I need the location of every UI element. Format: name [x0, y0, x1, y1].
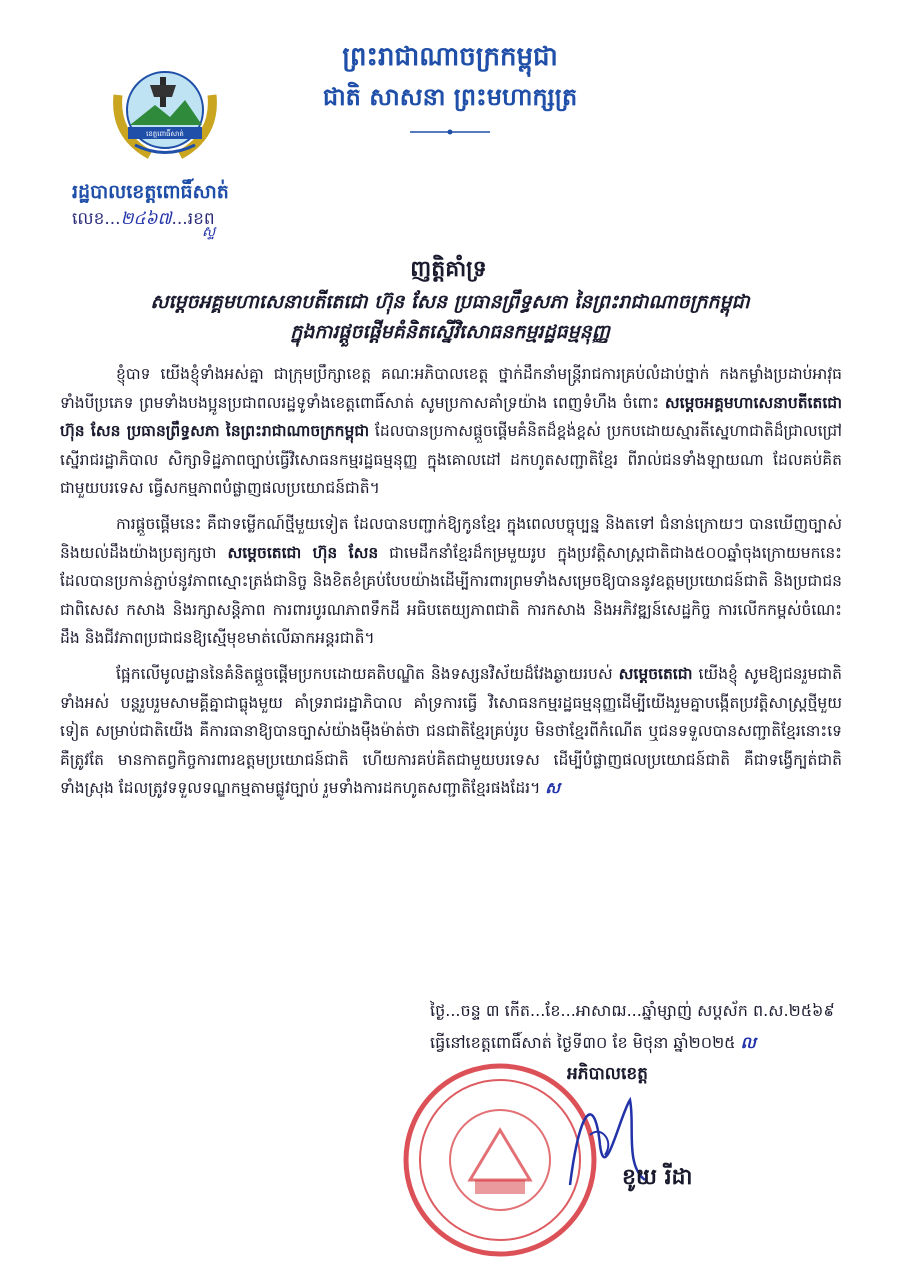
paragraph-1 [60, 360, 842, 503]
ref-suffix: ...រខព [171, 209, 215, 229]
p3-text-b: យើងខ្ញុំ សូមឱ្យជនរួមជាតិទាំងអស់ បន្តរួបរួមសាមគ្គីគ្នាជាធ្លុងមួយ គាំទ្ររាជរដ្ឋាភិបាល គាំទ្រការធ្វើ វិសោធនកម្មរដ្ឋធម្មនុញ្ញដើម្បីយើងរួមគ្នាបង្កើតប្រវត្តិសាស្ត្រថ្មីមួយទៀត សម្រាប់ជាតិយើង គឺការធានាឱ្យបានច្បាស់យ៉ាងម៉ឺងម៉ាត់ថា ជនជាតិខ្មែរគ្រប់រូប មិនថាខ្មែរពីកំណើត ឬជនទទួលបានសញ្ជាតិខ្មែរនោះទេ គឺត្រូវតែ មានកាតព្វកិច្ចការពារឧត្តមប្រយោជន៍ជាតិ ហើយការគប់គិតជាមួយបរទេស ដើម្បីបំផ្លាញផលប្រយោជន៍ជាតិ គឺជាទង្វើក្បត់ជាតិទាំងស្រុង ដែលត្រូវទទួលទណ្ឌកម្មតាមផ្លូវច្បាប់ រួមទាំងការដកហូតសញ្ជាតិខ្មែរផងដែរ។ [60, 664, 842, 798]
emblem-caption: ខេត្តពោធិ៍សាត់ [146, 130, 184, 138]
p2-text-b: ជាមេដឹកនាំខ្មែរដ៏កម្រមួយរូប ក្នុងប្រវត្តិសាស្ត្រជាតិជាង៥០០ឆ្នាំចុងក្រោយមកនេះ ដែលបានប្រកាន់ភ្ជាប់នូវភាពស្មោះត្រង់ជានិច្ច និងខិតខំគ្រប់បែបយ៉ាងដើម្បីការពារព្រមទាំងសម្រេចឱ្យបាននូវឧត្តមប្រយោជន៍ជាតិ និងប្រជាជន ជាពិសេស កសាង និងរក្សាសន្តិភាព ការពារបូរណភាពទឹកដី អធិបតេយ្យភាពជាតិ ការកសាង និងអភិវឌ្ឍន៍សេដ្ឋកិច្ច ការលើកកម្ពស់ចំណេះដឹង និងជីវភាពប្រជាជនឱ្យស្មើមុខមាត់លើឆាកអន្តរជាតិ។ [60, 543, 842, 648]
p1-text-b: ដែលបានប្រកាសផ្ដួចផ្ដើមគំនិតដ៏ខ្ពង់ខ្ពស់ ប្រកបដោយស្មារតីស្នេហាជាតិដ៏ជ្រាលជ្រៅ ស្នើរាជរដ្ឋាភិបាល សិក្សាទិដ្ឋភាពច្បាប់ធ្វើវិសោធនកម្មរដ្ឋធម្មនុញ្ញ ក្នុងគោលដៅ ដកហូតសញ្ជាតិខ្មែរ ពីរាល់ជនទាំងឡាយណា ដែលគប់គិតជាមួយបរទេស ធ្វើសកម្មភាពបំផ្លាញផលប្រយោជន៍ជាតិ។ [60, 422, 842, 498]
lunar-date: ថ្ងៃ...ចន្ទ ៣ កើត...ខែ...អាសាឍ...ឆ្នាំម្សាញ់ សប្តស័ក ព.ស.២៥៦៩ [430, 1001, 835, 1020]
p3-text-a: ផ្អែកលើមូលដ្ឋាននៃគំនិតផ្ដួចផ្ដើមប្រកបដោយគតិបណ្ឌិត និងទស្សនវិស័យដ៏វែងឆ្ងាយរបស់ [116, 664, 619, 683]
solar-date-text: ធ្វើនៅខេត្តពោធិ៍សាត់ ថ្ងៃទី៣០ ខែ មិថុនា ឆ្នាំ២០២៥ [430, 1033, 736, 1052]
divider-ornament-icon [410, 128, 490, 136]
p2-bold: សម្ដេចតេជោ ហ៊ុន សែន [227, 543, 379, 562]
document-body [60, 360, 842, 810]
paragraph-3 [60, 660, 842, 803]
p2-text-a: ការផ្ដួចផ្ដើមនេះ គឺជាទម្លើកណ៍ថ្មីមួយទៀត ដែលបានបញ្ជាក់ឱ្យកូនខ្មែរ ក្នុងពេលបច្ចុប្បន្ន និងតទៅ ជំនាន់ក្រោយៗ បានឃើញច្បាស់ និងយល់ដឹងយ៉ាងប្រត្យក្សថា [60, 514, 842, 562]
p3-hand-mark: ស [545, 779, 561, 798]
ref-prefix: លេខ... [72, 209, 121, 229]
paragraph-2 [60, 510, 842, 653]
ref-initial-icon [200, 222, 240, 240]
national-motto: ជាតិ សាសនា ព្រះមហាក្សត្រ [322, 83, 578, 111]
reference-number [72, 208, 215, 233]
provincial-emblem-icon [110, 55, 220, 165]
p1-text-a: ខ្ញុំបាទ យើងខ្ញុំទាំងអស់គ្នា ជាក្រុមប្រឹក្សាខេត្ត គណៈអភិបាលខេត្ត ថ្នាក់ដឹកនាំមន្ត្រីរាជការគ្រប់លំដាប់ថ្នាក់ កងកម្លាំងប្រដាប់អាវុធទាំងបីប្រភេទ ព្រមទាំងបងប្អូនប្រជាពលរដ្ឋទូទាំងខេត្តពោធិ៍សាត់ សូមប្រកាសគាំទ្រយ៉ាង ពេញទំហឹង ចំពោះ [60, 365, 842, 412]
solar-date-hand: ល [740, 1033, 756, 1052]
ref-number: ២៤៦៧ [120, 209, 172, 229]
subject-line-1: សម្ដេចអគ្គមហាសេនាបតីតេជោ ហ៊ុន សែន ប្រធានព្រឹទ្ធសភា នៃព្រះរាជាណាចក្រកម្ពុជា [150, 291, 750, 313]
ref-hand: ស្ទ [202, 224, 216, 240]
issuing-authority: រដ្ឋបាលខេត្តពោធិ៍សាត់ [72, 181, 229, 203]
p1-bold: សម្ដេចអគ្គមហាសេនាបតីតេជោ ហ៊ុន សែន ប្រធានព្រឹទ្ធសភា នៃព្រះរាជាណាចក្រកម្ពុជា [60, 393, 842, 441]
document-title: ញត្តិគាំទ្រ [410, 257, 487, 282]
signer-name: ខូយ រីដា [622, 1165, 693, 1190]
subject-line-2: ក្នុងការផ្ដួចផ្ដើមគំនិតស្នើវិសោធនកម្មរដ្ឋធម្មនុញ្ញ [290, 321, 610, 343]
p3-bold: សម្ដេចតេជោ [618, 664, 693, 683]
signer-title: អភិបាលខេត្ត [567, 1064, 648, 1084]
solar-date [430, 1032, 756, 1056]
kingdom-title: ព្រះរាជាណាចក្រកម្ពុជា [342, 42, 558, 72]
